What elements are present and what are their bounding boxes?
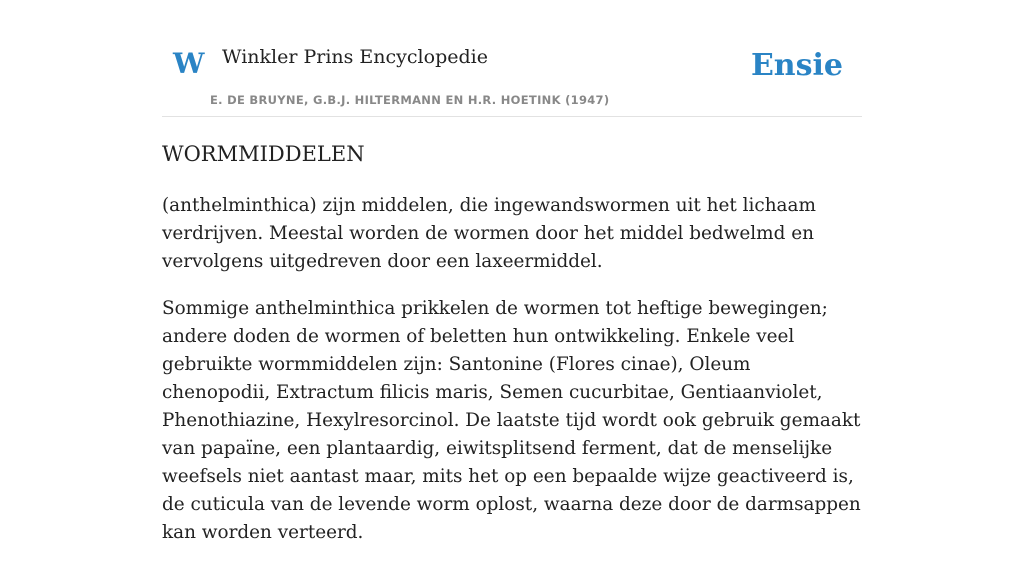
entry-title: WORMMIDDELEN bbox=[162, 142, 365, 166]
site-logo-w[interactable]: W bbox=[173, 47, 205, 80]
site-title[interactable]: Winkler Prins Encyclopedie bbox=[222, 46, 488, 68]
brand-logo[interactable]: Ensie bbox=[750, 48, 843, 83]
page-container bbox=[162, 0, 862, 543]
authors-line: E. DE BRUYNE, G.B.J. HILTERMANN EN H.R. HOETINK (1947) bbox=[210, 93, 610, 107]
article-paragraph: Sommige anthelminthica prikkelen de wormen tot heftige bewegingen; andere doden de wormen of beletten hun ontwikkeling. Enkele veel gebruikte wormmiddelen zijn: Santonine (Flores cinae), Oleum chenopodii, Extractum filicis maris, Semen cucurbitae, Gentiaanviolet, Phenothiazine, Hexylresorcinol. De laatste tijd wordt ook gebruik gemaakt van papaïne, een plantaardig, eiwitsplitsend ferment, dat de menselijke weefsels niet aantast maar, mits het op een bepaalde wijze geactiveerd is, de cuticula van de levende worm oplost, waarna deze door de darmsappen kan worden verteerd. bbox=[162, 298, 861, 543]
site-header bbox=[162, 0, 862, 117]
article-body bbox=[162, 192, 862, 566]
article-paragraph: (anthelminthica) zijn middelen, die ingewandswormen uit het lichaam verdrijven. Meestal worden de wormen door het middel bedwelmd en vervolgens uitgedreven door een laxeermiddel. bbox=[162, 195, 816, 272]
